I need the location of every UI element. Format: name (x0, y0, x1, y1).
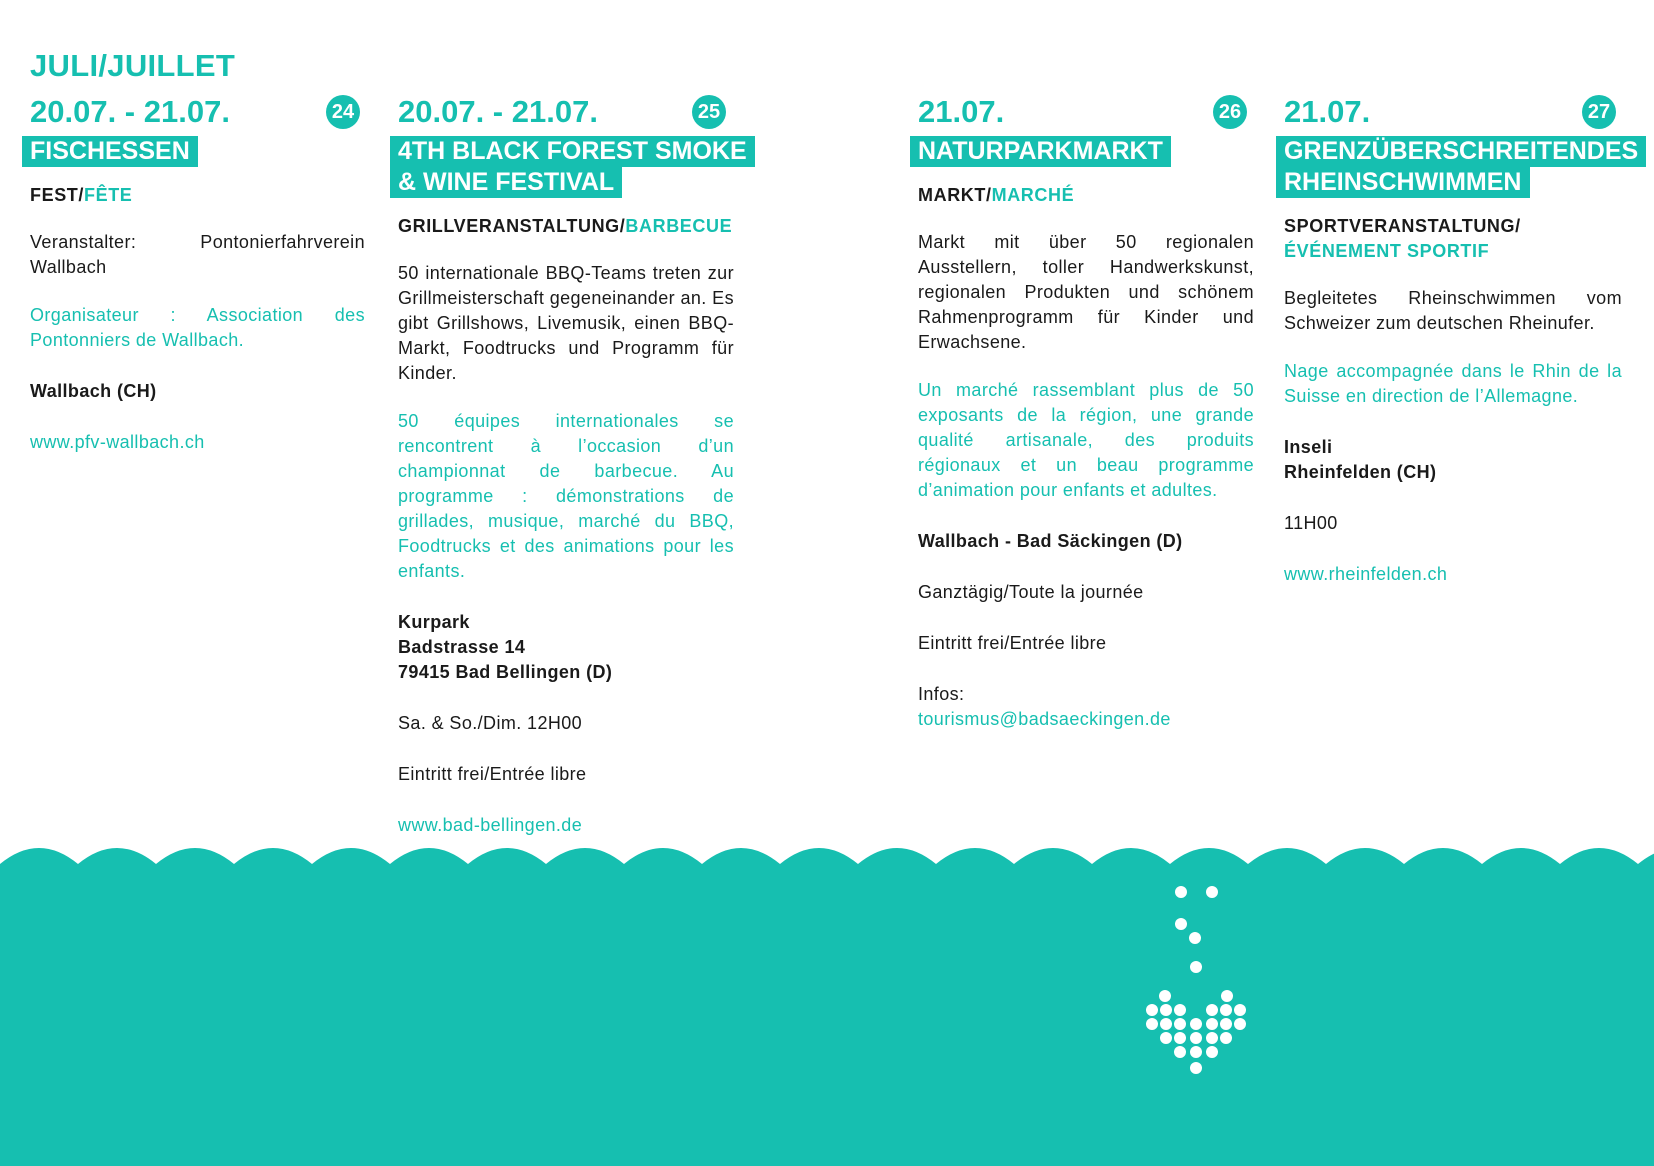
event-website-link[interactable]: www.rheinfelden.ch (1284, 564, 1448, 584)
event-address (398, 610, 734, 685)
category-de: SPORTVERANSTALTUNG/ (1284, 216, 1521, 236)
event-entry: Eintritt frei/Entrée libre (918, 633, 1107, 653)
drop-dot (1221, 990, 1233, 1002)
description-de: 50 internationale BBQ-Teams treten zur Grillmeisterschaft gegeneinander an. Es gibt Grillshows, Livemusik, einen BBQ-Markt, Foodtrucks und Programm für Kinder. (398, 263, 734, 383)
event-title (22, 136, 365, 167)
event-25 (398, 92, 747, 838)
drop-dot (1175, 886, 1187, 898)
address-line: Kurpark (398, 612, 470, 632)
drop-dot (1206, 1004, 1218, 1016)
category-fr: BARBECUE (625, 216, 733, 236)
drop-dot (1190, 1062, 1202, 1074)
category-fr: MARCHÉ (991, 185, 1075, 205)
event-address (1284, 435, 1622, 485)
drop-dot (1220, 1004, 1232, 1016)
event-24 (30, 92, 365, 455)
drop-dot (1189, 932, 1201, 944)
event-website-link[interactable]: www.pfv-wallbach.ch (30, 432, 205, 452)
description-fr: Organisateur : Association des Pontonniers de Wallbach. (30, 305, 365, 350)
event-title-line: 4TH BLACK FOREST SMOKE (390, 136, 755, 167)
address-line: Badstrasse 14 (398, 637, 526, 657)
drop-dot (1159, 990, 1171, 1002)
event-26 (918, 92, 1254, 732)
drop-dot (1220, 1032, 1232, 1044)
event-title-line: FISCHESSEN (22, 136, 198, 167)
drop-dot (1190, 1046, 1202, 1058)
address-line: 79415 Bad Bellingen (D) (398, 662, 613, 682)
event-title-line: GRENZÜBERSCHREITENDES (1276, 136, 1646, 167)
description-de: Veranstalter: Pontonierfahrverein Wallbach (30, 232, 365, 277)
event-title (910, 136, 1254, 167)
event-title-line: NATURPARKMARKT (910, 136, 1171, 167)
drop-dot (1234, 1004, 1246, 1016)
event-category (1284, 214, 1622, 264)
event-date: 20.07. - 21.07. (30, 94, 230, 129)
infos-label: Infos: (918, 684, 965, 704)
event-time: Ganztägig/Toute la journée (918, 582, 1144, 602)
drop-dot (1160, 1004, 1172, 1016)
drop-dot (1160, 1018, 1172, 1030)
event-website-link[interactable]: www.bad-bellingen.de (398, 815, 583, 835)
description-fr: Un marché rassemblant plus de 50 exposants de la région, une grande qualité artisanale, des produits régionaux et un beau programme d’animation pour enfants et adultes. (918, 380, 1254, 500)
event-email-link[interactable]: tourismus@badsaeckingen.de (918, 709, 1171, 729)
event-date: 21.07. (918, 94, 1005, 129)
event-date: 20.07. - 21.07. (398, 94, 598, 129)
event-category (398, 214, 734, 239)
drop-dot (1160, 1032, 1172, 1044)
drop-dot (1146, 1004, 1158, 1016)
description-fr: 50 équipes internationales se rencontrent à l’occasion d’un championnat de barbecue. Au programme : démonstrations de grillades, musique, marché du BBQ, Foodtrucks et des animations pour les enfants. (398, 411, 734, 581)
drop-dot (1190, 961, 1202, 973)
event-number-badge: 26 (1213, 95, 1247, 129)
category-de: FEST/ (30, 185, 85, 205)
event-27 (1284, 92, 1639, 587)
event-number-badge: 24 (326, 95, 360, 129)
drop-dot (1206, 1046, 1218, 1058)
event-title (390, 136, 747, 198)
drop-dot (1220, 1018, 1232, 1030)
event-entry: Eintritt frei/Entrée libre (398, 764, 587, 784)
drop-dot (1190, 1032, 1202, 1044)
drop-dot (1206, 1032, 1218, 1044)
drop-dot (1174, 1046, 1186, 1058)
drop-dot (1174, 1032, 1186, 1044)
event-time: Sa. & So./Dim. 12H00 (398, 713, 583, 733)
description-de: Begleitetes Rheinschwimmen vom Schweizer zum deutschen Rheinufer. (1284, 288, 1622, 333)
event-place: Wallbach (CH) (30, 381, 157, 401)
description-fr: Nage accompagnée dans le Rhin de la Suisse en direction de l’Allemagne. (1284, 361, 1622, 406)
category-fr: FÊTE (84, 185, 133, 205)
drop-dot (1174, 1004, 1186, 1016)
event-title-line: & WINE FESTIVAL (390, 167, 622, 198)
description-de: Markt mit über 50 regionalen Ausstellern, toller Handwerkskunst, regionalen Produkten und schönem Rahmenprogramm für Kinder und Erwachsene. (918, 232, 1254, 352)
event-title-line: RHEINSCHWIMMEN (1276, 167, 1530, 198)
event-time: 11H00 (1284, 513, 1338, 533)
address-line: Inseli (1284, 437, 1333, 457)
address-line: Rheinfelden (CH) (1284, 462, 1437, 482)
drop-dot (1206, 1018, 1218, 1030)
event-category (30, 183, 365, 208)
sea-wave (0, 836, 1654, 1166)
drop-dot (1175, 918, 1187, 930)
event-category (918, 183, 1254, 208)
drop-dot (1190, 1018, 1202, 1030)
event-number-badge: 25 (692, 95, 726, 129)
event-date: 21.07. (1284, 94, 1371, 129)
category-fr: ÉVÉNEMENT SPORTIF (1284, 241, 1490, 261)
event-place: Wallbach - Bad Säckingen (D) (918, 531, 1183, 551)
drop-dot (1174, 1018, 1186, 1030)
event-number-badge: 27 (1582, 95, 1616, 129)
month-heading: JULI/JUILLET (30, 48, 236, 83)
drop-dot (1234, 1018, 1246, 1030)
category-de: MARKT/ (918, 185, 992, 205)
drop-dot (1146, 1018, 1158, 1030)
category-de: GRILLVERANSTALTUNG/ (398, 216, 626, 236)
event-title (1276, 136, 1639, 198)
drop-dot (1206, 886, 1218, 898)
